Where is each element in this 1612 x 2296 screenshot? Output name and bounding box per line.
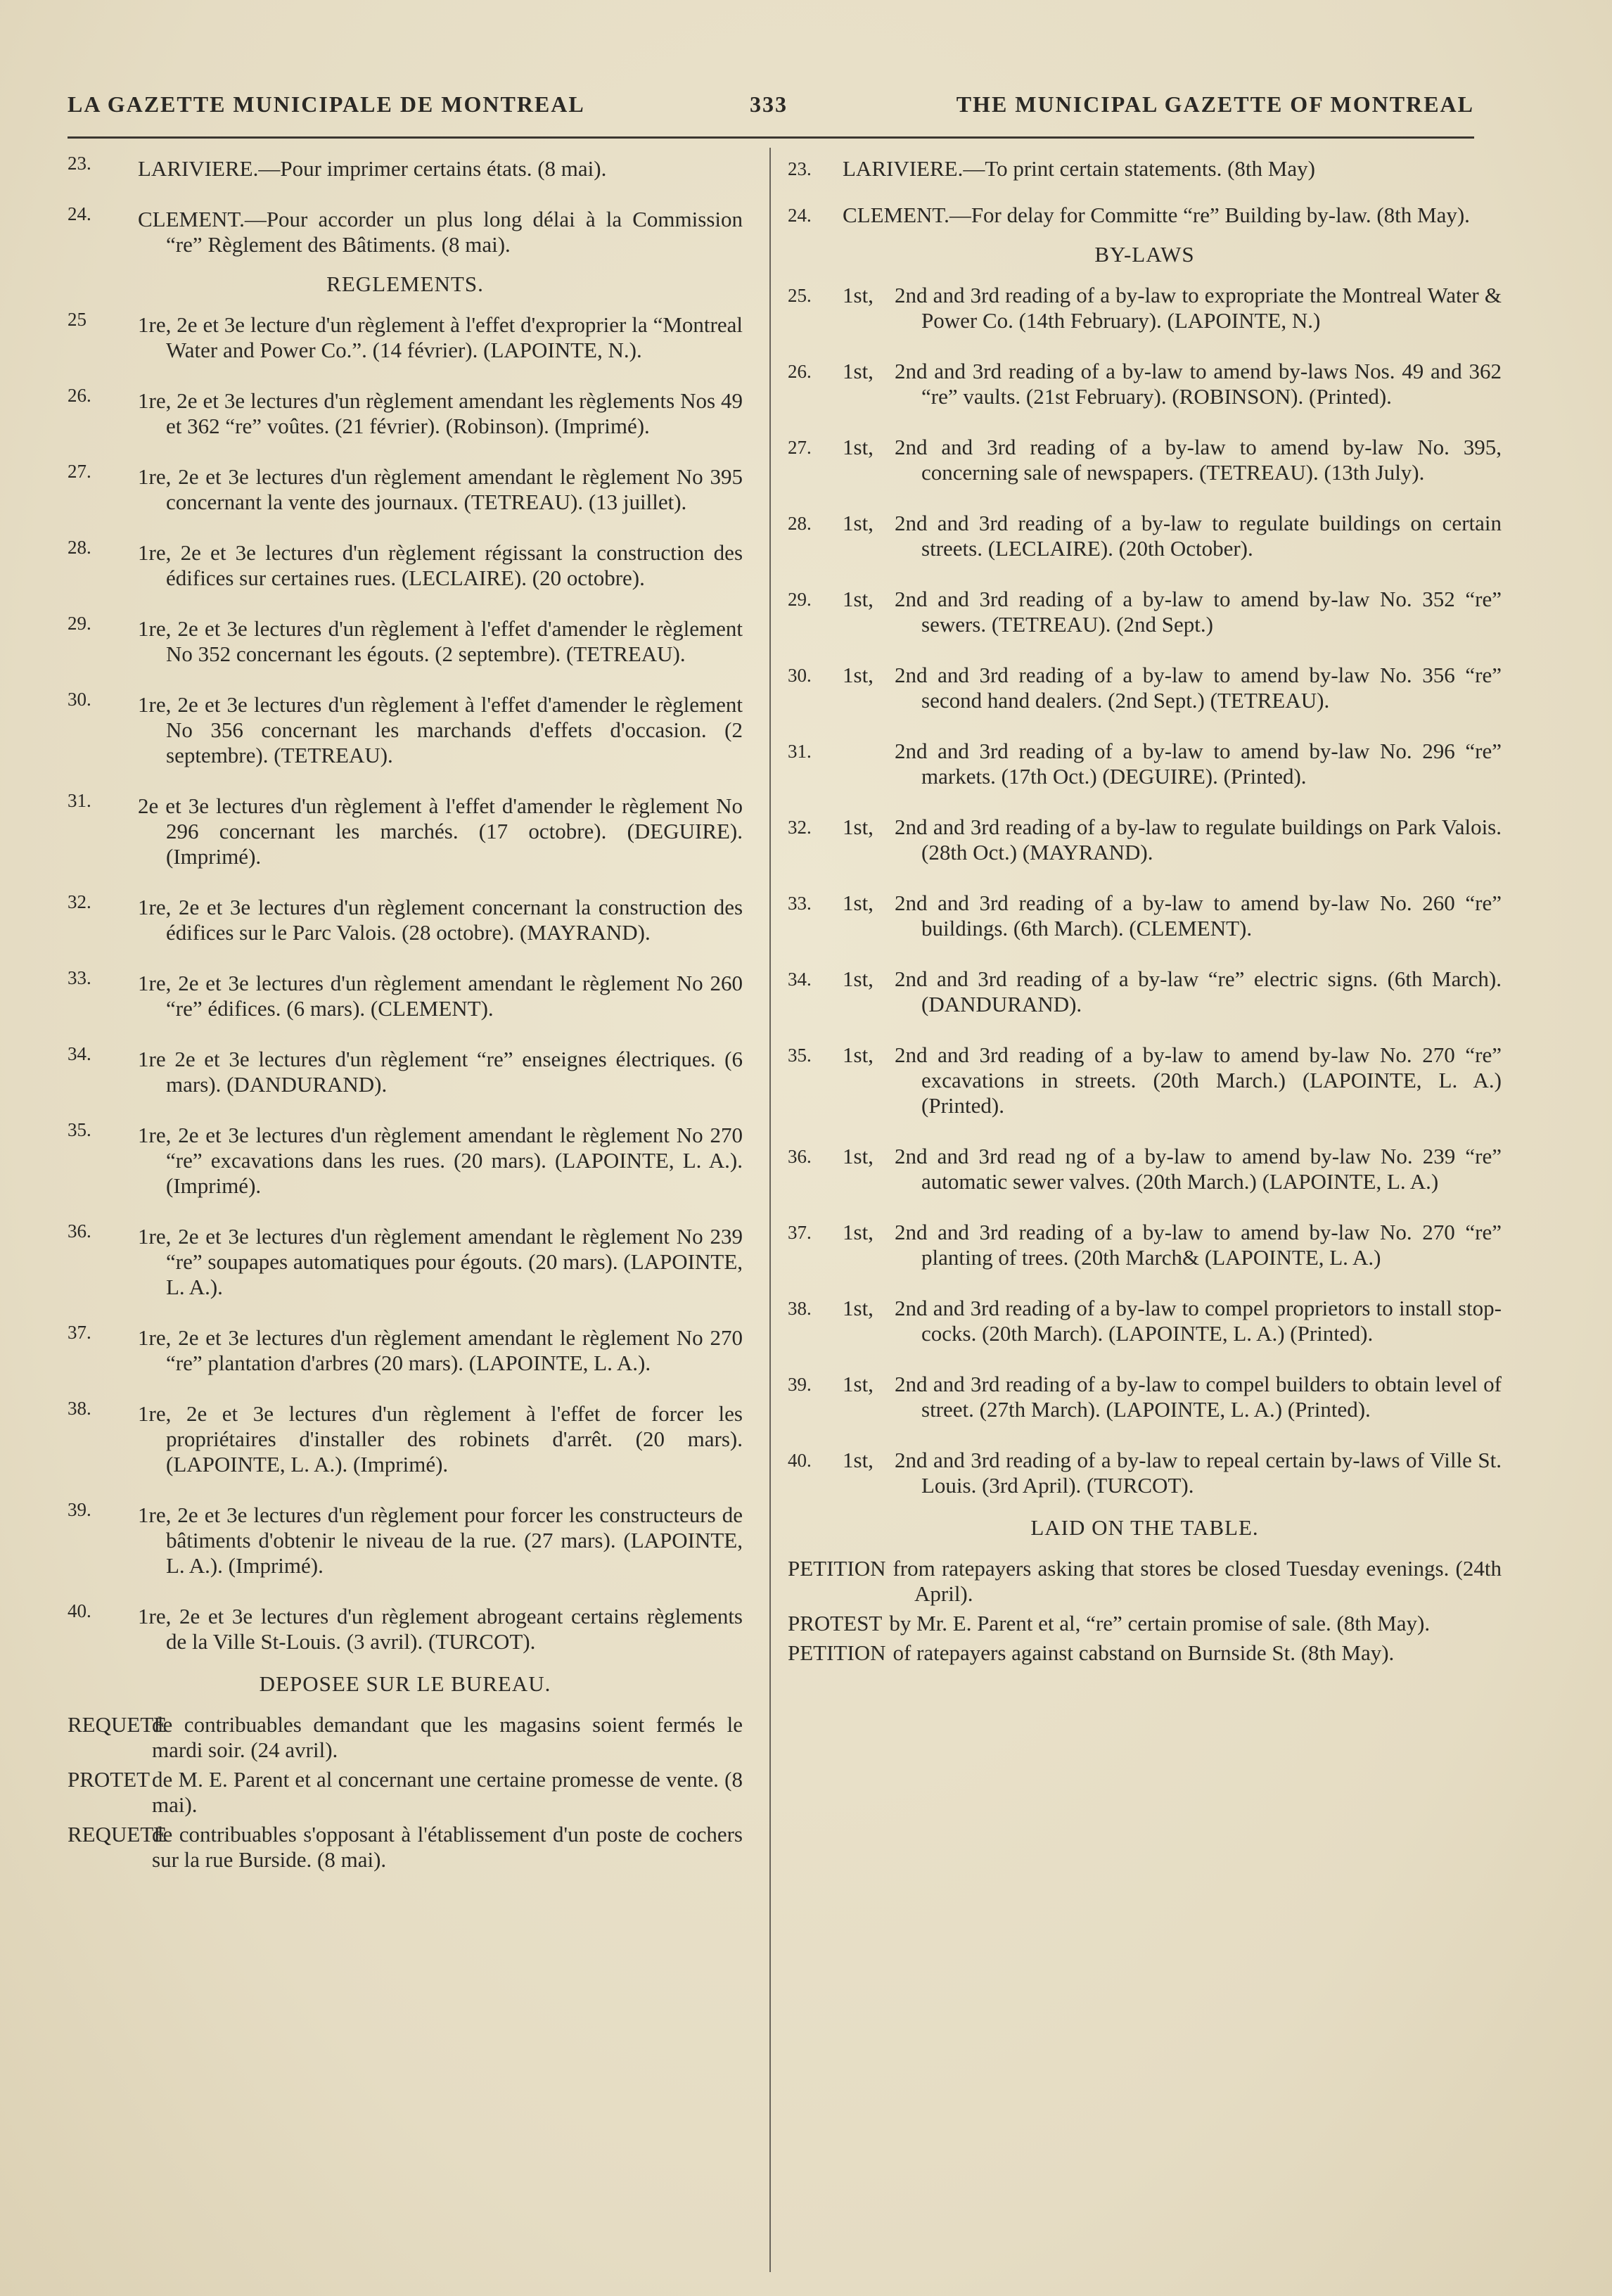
item-body: de contribuables demandant que les magasins soient fermés le mardi soir. (24 avril). [152, 1712, 743, 1762]
item-number: 36. [788, 1146, 812, 1167]
list-item [788, 1556, 1502, 1607]
list-item [68, 1119, 743, 1199]
item-number: 31. [788, 741, 812, 762]
item-ordinal: 1st, [843, 1448, 874, 1472]
item-lead: PETITION [788, 1640, 886, 1665]
item-body: de M. E. Parent et al concernant une certaine promesse de vente. (8 mai). [152, 1767, 743, 1817]
list-item [788, 1640, 1502, 1666]
item-body: 2e et 3e lectures d'un règlement amendant les règlements Nos 49 et 362 “re” voûtes. (21 février). (Robinson). (Imprimé). [166, 388, 743, 438]
item-ordinal: 1re, [138, 1503, 172, 1527]
item-text: CLEMENT.—Pour accorder un plus long délai à la Commission “re” Règlement des Bâtiments. (8 mai). [138, 207, 743, 257]
item-text [68, 1604, 743, 1654]
item-number: 30. [788, 665, 812, 686]
item-ordinal: 1st, [843, 1144, 874, 1168]
item-body: 2nd and 3rd read ng of a by-law to amend by-law No. 239 “re” automatic sewer valves. (20th March.) (LAPOINTE, L. A.) [895, 1144, 1502, 1194]
item-number: 24. [68, 203, 91, 224]
item-text [788, 1042, 1502, 1118]
section-heading-laid-on-table: LAID ON THE TABLE. [1030, 1515, 1259, 1540]
list-item [788, 967, 1502, 1017]
item-ordinal: 1st, [843, 967, 874, 991]
item-text [68, 464, 743, 515]
item-body: 2nd and 3rd reading of a by-law to expropriate the Montreal Water & Power Co. (14th February). (LAPOINTE, N.) [895, 283, 1502, 333]
item-body: de contribuables s'opposant à l'établissement d'un poste de cochers sur la rue Burside. (8 mai). [152, 1822, 743, 1872]
item-ordinal: 1re, [138, 1401, 172, 1426]
list-item [68, 1600, 743, 1654]
item-body: 2nd and 3rd reading of a by-law to amend by-law No. 296 “re” markets. (17th Oct.) (DEGUIRE). (Printed). [895, 739, 1502, 789]
item-number: 35. [788, 1045, 812, 1066]
item-ordinal: 1st, [843, 1296, 874, 1320]
item-ordinal: 1st, [843, 511, 874, 535]
list-item [68, 790, 743, 869]
item-number: 28. [68, 537, 91, 558]
item-body: 2e et 3e lectures d'un règlement concernant la construction des édifices sur le Parc Valois. (28 octobre). (MAYRAND). [166, 895, 743, 945]
item-text [788, 663, 1502, 713]
item-text [68, 895, 743, 945]
list-item [68, 153, 743, 181]
item-lead: REQUETE [68, 1822, 167, 1847]
item-text [788, 359, 1502, 409]
list-item [68, 1767, 743, 1818]
item-ordinal: 1st, [843, 587, 874, 611]
item-text [68, 1047, 743, 1097]
item-text [788, 1144, 1502, 1194]
item-body: 2nd and 3rd reading of a by-law to amend by-law No. 270 “re” planting of trees. (20th March& (LAPOINTE, L. A.) [895, 1220, 1502, 1270]
item-body: 2e et 3e lectures d'un règlement abrogeant certains règlements de la Ville St-Louis. (3 avril). (TURCOT). [166, 1604, 743, 1654]
item-text [68, 971, 743, 1021]
item-body: 2nd and 3rd reading of a by-law “re” electric signs. (6th March). (DANDURAND). [895, 967, 1502, 1016]
item-body: 2nd and 3rd reading of a by-law to amend by-law No. 260 “re” buildings. (6th March). (CLEMENT). [895, 891, 1502, 940]
item-ordinal: 1re, [138, 1123, 172, 1147]
item-ordinal: 1re, [138, 971, 172, 995]
item-number: 27. [68, 461, 91, 482]
list-item [788, 156, 1502, 181]
item-text [68, 1503, 743, 1579]
list-item [68, 203, 743, 257]
item-number: 26. [788, 361, 812, 382]
item-text [68, 793, 743, 869]
list-item [68, 1043, 743, 1097]
item-ordinal: 1re, [138, 1604, 172, 1628]
item-body: 2e et 3e lectures d'un règlement à l'effet d'amender le règlement No 352 concernant les égouts. (2 septembre). (TETREAU). [166, 616, 743, 666]
item-body: 2e et 3e lectures d'un règlement amendant le règlement No 270 “re” plantation d'arbres (20 mars). (LAPOINTE, L. A.). [166, 1325, 743, 1375]
list-item [68, 1499, 743, 1579]
item-number: 28. [788, 513, 812, 534]
item-body: 2e et 3e lectures d'un règlement régissant la construction des édifices sur certaines rues. (LECLAIRE). (20 octobre). [166, 540, 743, 590]
item-text [788, 587, 1502, 637]
item-number: 38. [788, 1298, 812, 1319]
item-text: LARIVIERE.—Pour imprimer certains états. (8 mai). [138, 156, 607, 181]
list-item [788, 1611, 1502, 1636]
item-number: 25 [68, 309, 87, 330]
list-item [788, 359, 1502, 409]
item-body: 2e et 3e lectures d'un règlement à l'effet d'amender le règlement No 296 concernant les marchés. (17 octobre). (DEGUIRE). (Imprimé). [138, 793, 743, 869]
item-number: 35. [68, 1119, 91, 1140]
item-body: 2nd and 3rd reading of a by-law to regulate buildings on certain streets. (LECLAIRE). (20th October). [895, 511, 1502, 561]
item-text [788, 1372, 1502, 1422]
item-text [68, 1325, 743, 1376]
list-item [68, 689, 743, 768]
item-number: 39. [68, 1499, 91, 1520]
item-text [68, 692, 743, 768]
item-body: 2e et 3e lectures d'un règlement amendant le règlement No 239 “re” soupapes automatiques pour égouts. (20 mars). (LAPOINTE, L. A.). [166, 1224, 743, 1299]
section-heading-deposee: DEPOSEE SUR LE BUREAU. [259, 1671, 551, 1696]
item-ordinal: 1re [138, 1047, 166, 1071]
french-column [68, 153, 743, 1877]
list-item [68, 1712, 743, 1763]
item-ordinal: 1st, [843, 891, 874, 915]
item-body: 2nd and 3rd reading of a by-law to compel proprietors to install stop-cocks. (20th March). (LAPOINTE, L. A.) (Printed). [895, 1296, 1502, 1346]
item-lead: REQUETE [68, 1712, 167, 1737]
list-item [68, 537, 743, 591]
item-ordinal: 1st, [843, 815, 874, 839]
header-french-title: LA GAZETTE MUNICIPALE DE MONTREAL [68, 91, 585, 117]
item-body: 2e et 3e lectures d'un règlement amendant le règlement No 395 concernant la vente des journaux. (TETREAU). (13 juillet). [166, 464, 743, 514]
item-body: 2e et 3e lectures d'un règlement pour forcer les constructeurs de bâtiments d'obtenir le niveau de la rue. (27 mars). (LAPOINTE, L. A.). (Imprimé). [166, 1503, 743, 1578]
item-number: 36. [68, 1220, 91, 1242]
item-lead: PROTET [68, 1767, 151, 1792]
item-text [68, 1123, 743, 1199]
item-text [788, 815, 1502, 865]
list-item [68, 1398, 743, 1477]
item-text [788, 967, 1502, 1017]
list-item [788, 815, 1502, 865]
item-text [788, 1220, 1502, 1270]
item-lead: PROTEST [788, 1611, 883, 1635]
item-number: 37. [68, 1322, 91, 1343]
list-item [788, 203, 1502, 228]
item-text [68, 540, 743, 591]
item-ordinal: 1st, [843, 1372, 874, 1396]
header-english-title: THE MUNICIPAL GAZETTE OF MONTREAL [956, 91, 1474, 117]
list-item [68, 385, 743, 439]
item-number: 29. [788, 589, 812, 610]
item-text [788, 1296, 1502, 1346]
item-number: 40. [788, 1450, 812, 1471]
item-ordinal: 1re, [138, 692, 172, 717]
list-item [68, 461, 743, 515]
item-number: 25. [788, 285, 812, 306]
item-body: 2nd and 3rd reading of a by-law to amend by-law No. 356 “re” second hand dealers. (2nd Sept.) (TETREAU). [895, 663, 1502, 713]
item-number: 32. [68, 891, 91, 912]
item-ordinal: 1st, [843, 283, 874, 307]
item-body: by Mr. E. Parent et al, “re” certain promise of sale. (8th May). [889, 1611, 1431, 1635]
item-lead: PETITION [788, 1556, 886, 1581]
item-body: 2nd and 3rd reading of a by-law to amend by-law No. 270 “re” excavations in streets. (20th March.) (LAPOINTE, L. A.) (Printed). [895, 1042, 1502, 1118]
item-body: 2nd and 3rd reading of a by-law to compel builders to obtain level of street. (27th March). (LAPOINTE, L. A.) (Printed). [895, 1372, 1502, 1422]
item-body: 2e et 3e lectures d'un règlement “re” enseignes électriques. (6 mars). (DANDURAND). [166, 1047, 743, 1097]
item-body: 2nd and 3rd reading of a by-law to regulate buildings on Park Valois. (28th Oct.) (MAYRAND). [895, 815, 1502, 865]
item-text [788, 283, 1502, 333]
item-number: 26. [68, 385, 91, 406]
item-number: 34. [788, 969, 812, 990]
list-item [788, 587, 1502, 637]
item-number: 32. [788, 817, 812, 838]
english-column [788, 156, 1502, 1670]
column-divider [769, 148, 771, 2272]
item-body: from ratepayers asking that stores be closed Tuesday evenings. (24th April). [893, 1556, 1502, 1606]
list-item [68, 1322, 743, 1376]
list-item [68, 1822, 743, 1873]
item-number: 23. [68, 153, 91, 174]
header-rule [68, 136, 1474, 139]
list-item [68, 1220, 743, 1300]
item-text [788, 435, 1502, 485]
list-item [788, 891, 1502, 941]
item-text [788, 511, 1502, 561]
item-number: 30. [68, 689, 91, 710]
list-item [68, 967, 743, 1021]
list-item [788, 663, 1502, 713]
item-ordinal: 1st, [843, 1042, 874, 1067]
item-body: 2e et 3e lectures d'un règlement amendant le règlement No 270 “re” excavations dans les rues. (20 mars). (LAPOINTE, L. A.). (Imprimé). [166, 1123, 743, 1198]
list-item [788, 435, 1502, 485]
item-body: 2nd and 3rd reading of a by-law to amend by-law No. 395, concerning sale of newspapers. (TETREAU). (13th July). [895, 435, 1502, 485]
item-ordinal: 1re, [138, 464, 172, 489]
list-item [68, 309, 743, 363]
item-number: 27. [788, 437, 812, 458]
item-text: CLEMENT.—For delay for Committe “re” Building by-law. (8th May). [843, 203, 1470, 227]
item-ordinal: 1re, [138, 1325, 172, 1350]
item-ordinal: 1re, [138, 540, 172, 565]
list-item [788, 283, 1502, 333]
list-item [788, 739, 1502, 789]
item-body: 2nd and 3rd reading of a by-law to amend by-laws Nos. 49 and 362 “re” vaults. (21st February). (ROBINSON). (Printed). [895, 359, 1502, 409]
item-number: 33. [788, 893, 812, 914]
list-item [788, 1372, 1502, 1422]
list-item [788, 1296, 1502, 1346]
item-number: 38. [68, 1398, 91, 1419]
list-item [788, 1448, 1502, 1498]
page-number: 333 [750, 91, 788, 117]
item-ordinal: 1re, [138, 895, 172, 919]
item-number: 37. [788, 1222, 812, 1243]
list-item [788, 1144, 1502, 1194]
list-item [68, 613, 743, 667]
running-header [68, 91, 1474, 127]
item-text [68, 1401, 743, 1477]
item-number: 24. [788, 205, 812, 226]
item-ordinal: 1re, [138, 616, 172, 641]
item-ordinal: 1st, [843, 1220, 874, 1244]
list-item [68, 891, 743, 945]
item-body: 2e et 3e lectures d'un règlement à l'effet d'amender le règlement No 356 concernant les marchands d'effets d'occasion. (2 septembre). (TETREAU). [166, 692, 743, 767]
item-ordinal: 1re, [138, 312, 172, 337]
item-ordinal: 1re, [138, 1224, 172, 1249]
item-text: LARIVIERE.—To print certain statements. (8th May) [843, 156, 1315, 181]
list-item [788, 511, 1502, 561]
item-ordinal: 1re, [138, 388, 172, 413]
item-ordinal: 1st, [843, 663, 874, 687]
item-number: 33. [68, 967, 91, 988]
item-body: 2e et 3e lectures d'un règlement à l'effet de forcer les propriétaires d'installer des robinets d'arrêt. (20 mars). (LAPOINTE, L. A.). (Imprimé). [166, 1401, 743, 1477]
item-ordinal: 1st, [843, 359, 874, 383]
item-text [68, 1224, 743, 1300]
item-number: 40. [68, 1600, 91, 1621]
item-text [788, 891, 1502, 941]
item-body: 2e et 3e lecture d'un règlement à l'effet d'exproprier la “Montreal Water and Power Co.”. (14 février). (LAPOINTE, N.). [166, 312, 743, 362]
item-number: 31. [68, 790, 91, 811]
item-ordinal: 1st, [843, 435, 874, 459]
list-item [788, 1220, 1502, 1270]
section-heading-reglements: REGLEMENTS. [326, 272, 484, 296]
item-number: 34. [68, 1043, 91, 1064]
item-text [68, 616, 743, 667]
item-body: 2e et 3e lectures d'un règlement amendant le règlement No 260 “re” édifices. (6 mars). (CLEMENT). [166, 971, 743, 1021]
item-number: 39. [788, 1374, 812, 1395]
item-body: of ratepayers against cabstand on Burnside St. (8th May). [893, 1640, 1395, 1665]
list-item [788, 1042, 1502, 1118]
item-body: 2nd and 3rd reading of a by-law to amend by-law No. 352 “re” sewers. (TETREAU). (2nd Sept.) [895, 587, 1502, 637]
item-text [788, 739, 1502, 789]
item-number: 29. [68, 613, 91, 634]
section-heading-bylaws: BY-LAWS [1094, 242, 1195, 267]
item-body: 2nd and 3rd reading of a by-law to repeal certain by-laws of Ville St. Louis. (3rd April). (TURCOT). [895, 1448, 1502, 1498]
item-text [788, 1448, 1502, 1498]
item-number: 23. [788, 158, 812, 179]
item-text [68, 388, 743, 439]
item-text [68, 312, 743, 363]
